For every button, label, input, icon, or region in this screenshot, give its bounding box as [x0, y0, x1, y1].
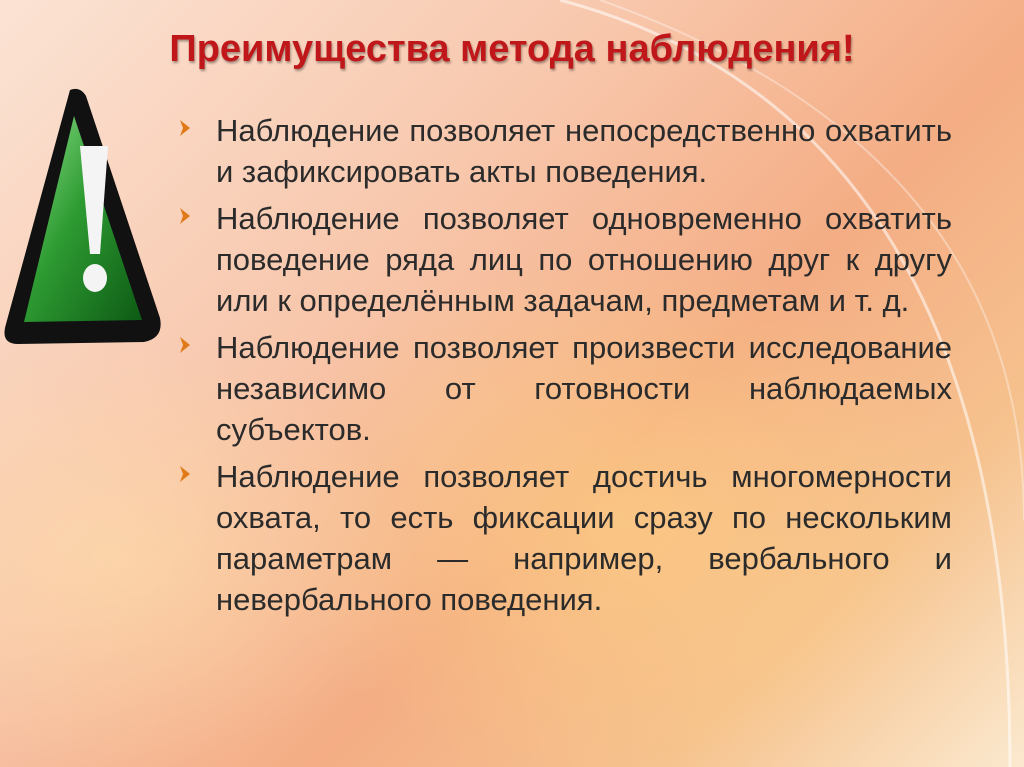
list-item	[172, 198, 952, 321]
chevron-right-icon	[178, 460, 192, 488]
list-item	[172, 327, 952, 450]
chevron-right-icon	[178, 114, 192, 142]
warning-exclamation-icon	[4, 86, 164, 348]
list-item	[172, 456, 952, 620]
bullet-text: Наблюдение позволяет непосредственно охватить и зафиксировать акты поведения.	[216, 113, 952, 189]
chevron-right-icon	[178, 202, 192, 230]
bullet-text: Наблюдение позволяет произвести исследование независимо от готовности наблюдаемых субъектов.	[216, 330, 952, 447]
page-title: Преимущества метода наблюдения!	[169, 28, 855, 70]
bullet-list	[172, 110, 952, 626]
bullet-text: Наблюдение позволяет одновременно охватить поведение ряда лиц по отношению друг к другу или к определённым задачам, предметам и т. д.	[216, 201, 952, 318]
list-item	[172, 110, 952, 192]
chevron-right-icon	[178, 331, 192, 359]
bullet-text: Наблюдение позволяет достичь многомерности охвата, то есть фиксации сразу по нескольким параметрам — например, вербального и невербального поведения.	[216, 459, 952, 617]
